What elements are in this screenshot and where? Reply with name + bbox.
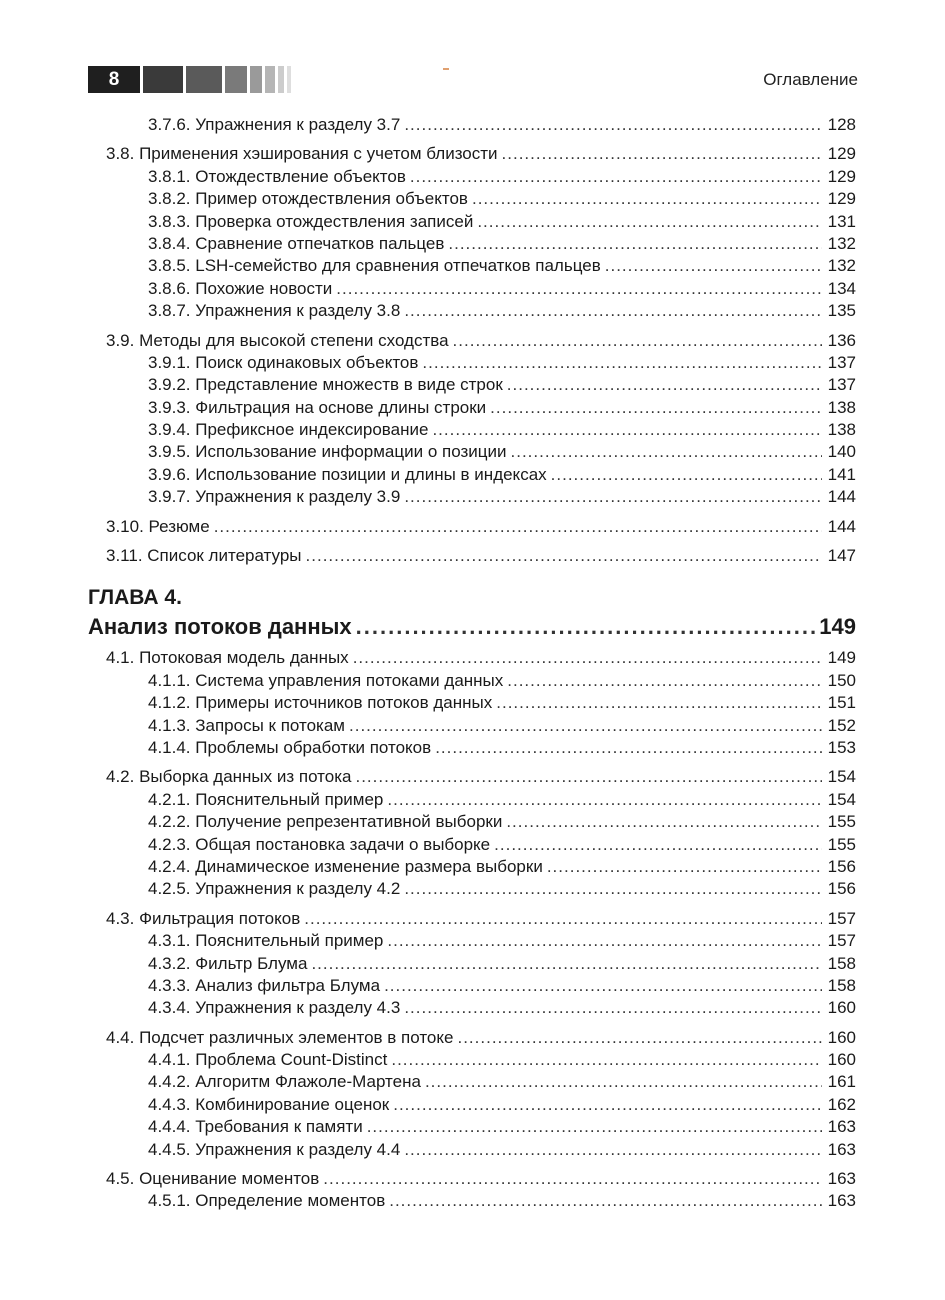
toc-subsection[interactable] [88, 930, 856, 952]
leader-dots [507, 670, 822, 692]
toc-section-title: 3.8. Применения хэширования с учетом близости [106, 144, 498, 164]
toc-subsection[interactable] [88, 233, 856, 255]
chapter-4-sections [88, 647, 856, 1212]
toc-subsection[interactable] [88, 737, 856, 759]
leader-dots [410, 166, 822, 188]
toc-subsection[interactable] [88, 670, 856, 692]
toc-subsection-page: 163 [827, 1117, 856, 1137]
leader-dots [356, 611, 816, 643]
toc-subsection-page: 156 [827, 879, 856, 899]
header-decor-bar [250, 66, 262, 93]
toc-subsection-page: 156 [827, 856, 856, 876]
leader-dots [323, 1168, 822, 1190]
toc-subsection[interactable] [88, 878, 856, 900]
toc-subsection-page: 150 [827, 670, 856, 690]
leader-dots [511, 441, 823, 463]
toc-subsection[interactable] [88, 1190, 856, 1212]
toc-section-title: 3.11. Список литературы [106, 546, 302, 566]
toc-section-page: 157 [827, 908, 856, 928]
chapter-label: ГЛАВА 4. [88, 586, 182, 610]
toc-subsection[interactable] [88, 419, 856, 441]
toc-subsection-page: 137 [827, 375, 856, 395]
leader-dots [507, 374, 822, 396]
toc-section-title: 3.10. Резюме [106, 516, 210, 536]
toc-entry[interactable] [88, 114, 856, 136]
toc-subsection-page: 153 [827, 737, 856, 757]
toc-subsection-title: 3.8.6. Похожие новости [148, 278, 333, 298]
header-decor-bar [225, 66, 247, 93]
toc-subsection-title: 4.4.3. Комбинирование оценок [148, 1094, 390, 1114]
leader-dots [353, 647, 822, 669]
toc-subsection-title: 3.8.2. Пример отождествления объектов [148, 189, 468, 209]
leader-dots [425, 1071, 822, 1093]
toc-subsection-title: 3.9.7. Упражнения к разделу 3.9 [148, 487, 401, 507]
leader-dots [311, 953, 822, 975]
toc-subsection[interactable] [88, 1094, 856, 1116]
leader-dots [404, 300, 822, 322]
toc-subsection-title: 4.2.1. Пояснительный пример [148, 789, 384, 809]
toc-subsection-page: 157 [827, 931, 856, 951]
toc-subsection-title: 3.9.4. Префиксное индексирование [148, 420, 429, 440]
toc-subsection[interactable] [88, 997, 856, 1019]
toc-subsection-title: 4.1.4. Проблемы обработки потоков [148, 737, 432, 757]
toc-subsection-page: 162 [827, 1094, 856, 1114]
toc-subsection-page: 131 [827, 211, 856, 231]
toc-subsection-page: 154 [827, 789, 856, 809]
table-of-contents [88, 114, 856, 1213]
toc-subsection[interactable] [88, 975, 856, 997]
toc-subsection-title: 4.4.1. Проблема Count-Distinct [148, 1050, 388, 1070]
leader-dots [404, 1139, 822, 1161]
page-header [88, 66, 858, 94]
toc-section[interactable] [88, 545, 856, 567]
toc-subsection-title: 4.3.1. Пояснительный пример [148, 931, 384, 951]
toc-subsection[interactable] [88, 352, 856, 374]
toc-subsection[interactable] [88, 1116, 856, 1138]
leader-dots [547, 856, 822, 878]
toc-section-page: 160 [827, 1027, 856, 1047]
toc-subsection-page: 158 [827, 953, 856, 973]
toc-subsection-page: 134 [827, 278, 856, 298]
toc-subsection-title: 4.5.1. Определение моментов [148, 1191, 386, 1211]
toc-subsection-title: 4.3.4. Упражнения к разделу 4.3 [148, 998, 401, 1018]
toc-subsection-title: 3.8.5. LSH-семейство для сравнения отпечатков пальцев [148, 256, 601, 276]
toc-subsection-title: 4.4.4. Требования к памяти [148, 1117, 363, 1137]
toc-subsection-page: 137 [827, 352, 856, 372]
toc-subsection-title: 4.1.3. Запросы к потокам [148, 715, 345, 735]
toc-subsection-page: 140 [827, 442, 856, 462]
toc-subsection[interactable] [88, 1049, 856, 1071]
toc-subsection-page: 144 [827, 487, 856, 507]
toc-subsection-page: 155 [827, 812, 856, 832]
toc-section-page: 144 [827, 516, 856, 536]
toc-subsection-page: 163 [827, 1139, 856, 1159]
toc-subsection-page: 151 [827, 693, 856, 713]
toc-subsection[interactable] [88, 856, 856, 878]
toc-subsection[interactable] [88, 397, 856, 419]
toc-section-title: 4.2. Выборка данных из потока [106, 767, 352, 787]
toc-subsection-page: 138 [827, 397, 856, 417]
leader-dots [355, 766, 822, 788]
toc-section[interactable] [88, 647, 856, 669]
toc-subsection-title: 3.9.3. Фильтрация на основе длины строки [148, 397, 487, 417]
toc-section-page: 147 [827, 546, 856, 566]
toc-section-page: 163 [827, 1169, 856, 1189]
toc-section-page: 136 [827, 330, 856, 350]
leader-dots [502, 143, 822, 165]
toc-subsection-title: 3.8.4. Сравнение отпечатков пальцев [148, 233, 445, 253]
leader-dots [551, 464, 822, 486]
toc-subsection[interactable] [88, 953, 856, 975]
toc-subsection-page: 129 [827, 189, 856, 209]
leader-dots [494, 834, 822, 856]
toc-subsection[interactable] [88, 692, 856, 714]
leader-dots [453, 330, 822, 352]
chapter-title: Анализ потоков данных [88, 614, 352, 640]
toc-subsection-title: 3.9.5. Использование информации о позиции [148, 442, 507, 462]
chapter-3-sections [88, 143, 856, 567]
toc-section-page: 129 [827, 144, 856, 164]
header-decor-bar [143, 66, 183, 93]
leader-dots [389, 1190, 822, 1212]
toc-entry-page: 128 [827, 115, 856, 134]
toc-subsection[interactable] [88, 188, 856, 210]
toc-subsection-page: 155 [827, 834, 856, 854]
leader-dots [435, 737, 822, 759]
toc-subsection-title: 4.3.3. Анализ фильтра Блума [148, 975, 381, 995]
page-number: 8 [88, 66, 140, 93]
leader-dots [506, 811, 822, 833]
toc-subsection[interactable] [88, 166, 856, 188]
leader-dots [367, 1116, 822, 1138]
toc-subsection-title: 4.2.2. Получение репрезентативной выборки [148, 812, 503, 832]
toc-subsection[interactable] [88, 1071, 856, 1093]
toc-subsection-page: 132 [827, 233, 856, 253]
toc-section-page: 154 [827, 767, 856, 787]
toc-section-title: 4.5. Оценивание моментов [106, 1169, 320, 1189]
toc-subsection-title: 4.4.5. Упражнения к разделу 4.4 [148, 1139, 401, 1159]
leader-dots [490, 397, 822, 419]
running-title: Оглавление [763, 70, 858, 89]
header-decor-bar [186, 66, 222, 93]
toc-section-title: 4.1. Потоковая модель данных [106, 648, 349, 668]
leader-dots [448, 233, 822, 255]
toc-subsection[interactable] [88, 834, 856, 856]
leader-dots [387, 789, 822, 811]
toc-section[interactable] [88, 1168, 856, 1190]
toc-subsection[interactable] [88, 278, 856, 300]
toc-subsection-title: 4.1.2. Примеры источников потоков данных [148, 693, 493, 713]
toc-subsection-title: 4.2.4. Динамическое изменение размера выборки [148, 856, 543, 876]
print-mark [443, 68, 449, 70]
header-decor-bar [265, 66, 275, 93]
toc-subsection-page: 138 [827, 420, 856, 440]
toc-subsection[interactable] [88, 811, 856, 833]
leader-dots [391, 1049, 822, 1071]
toc-subsection-title: 4.2.5. Упражнения к разделу 4.2 [148, 879, 401, 899]
leader-dots [404, 114, 822, 136]
toc-subsection[interactable] [88, 486, 856, 508]
toc-subsection[interactable] [88, 789, 856, 811]
toc-subsection[interactable] [88, 300, 856, 322]
toc-subsection-page: 141 [827, 464, 856, 484]
leader-dots [422, 352, 822, 374]
toc-section[interactable] [88, 516, 856, 538]
leader-dots [387, 930, 822, 952]
toc-subsection-title: 3.9.2. Представление множеств в виде строк [148, 375, 503, 395]
chapter-page: 149 [819, 614, 856, 640]
toc-subsection-page: 160 [827, 1050, 856, 1070]
toc-subsection-page: 135 [827, 301, 856, 321]
leader-dots [472, 188, 822, 210]
leader-dots [384, 975, 822, 997]
header-decor-bar [287, 66, 291, 93]
chapter-title-entry[interactable] [88, 611, 856, 643]
toc-subsection-page: 161 [827, 1072, 856, 1092]
toc-section-title: 4.4. Подсчет различных элементов в потоке [106, 1027, 454, 1047]
leader-dots [432, 419, 822, 441]
header-decor-bar [278, 66, 284, 93]
toc-subsection-title: 4.2.3. Общая постановка задачи о выборке [148, 834, 491, 854]
toc-entry-title: 3.7.6. Упражнения к разделу 3.7 [148, 115, 401, 134]
toc-subsection[interactable] [88, 255, 856, 277]
leader-dots [496, 692, 822, 714]
leader-dots [404, 997, 822, 1019]
leader-dots [404, 486, 822, 508]
toc-subsection-page: 129 [827, 166, 856, 186]
toc-section[interactable] [88, 1027, 856, 1049]
leader-dots [457, 1027, 822, 1049]
leader-dots [349, 715, 822, 737]
leader-dots [404, 878, 822, 900]
toc-section[interactable] [88, 908, 856, 930]
toc-section-page: 149 [827, 648, 856, 668]
toc-subsection-title: 3.9.1. Поиск одинаковых объектов [148, 352, 419, 372]
toc-section[interactable] [88, 766, 856, 788]
leader-dots [605, 255, 822, 277]
toc-subsection-title: 4.1.1. Система управления потоками данных [148, 670, 504, 690]
toc-subsection-title: 4.3.2. Фильтр Блума [148, 953, 308, 973]
toc-subsection[interactable] [88, 715, 856, 737]
toc-subsection-page: 132 [827, 256, 856, 276]
toc-subsection[interactable] [88, 211, 856, 233]
leader-dots [477, 211, 822, 233]
leader-dots [214, 516, 822, 538]
toc-section-title: 4.3. Фильтрация потоков [106, 908, 301, 928]
toc-subsection-title: 4.4.2. Алгоритм Флажоле-Мартена [148, 1072, 421, 1092]
leader-dots [393, 1094, 822, 1116]
toc-section[interactable] [88, 330, 856, 352]
toc-subsection-title: 3.8.3. Проверка отождествления записей [148, 211, 474, 231]
toc-subsection-page: 158 [827, 975, 856, 995]
toc-subsection-page: 152 [827, 715, 856, 735]
toc-subsection[interactable] [88, 441, 856, 463]
toc-subsection[interactable] [88, 1139, 856, 1161]
toc-subsection-page: 163 [827, 1191, 856, 1211]
leader-dots [306, 545, 822, 567]
toc-subsection-title: 3.8.7. Упражнения к разделу 3.8 [148, 301, 401, 321]
toc-subsection-title: 3.9.6. Использование позиции и длины в индексах [148, 464, 547, 484]
toc-subsection-title: 3.8.1. Отождествление объектов [148, 166, 406, 186]
toc-section-title: 3.9. Методы для высокой степени сходства [106, 330, 449, 350]
leader-dots [336, 278, 822, 300]
toc-subsection[interactable] [88, 374, 856, 396]
leader-dots [304, 908, 822, 930]
toc-subsection-page: 160 [827, 998, 856, 1018]
toc-subsection[interactable] [88, 464, 856, 486]
toc-section[interactable] [88, 143, 856, 165]
